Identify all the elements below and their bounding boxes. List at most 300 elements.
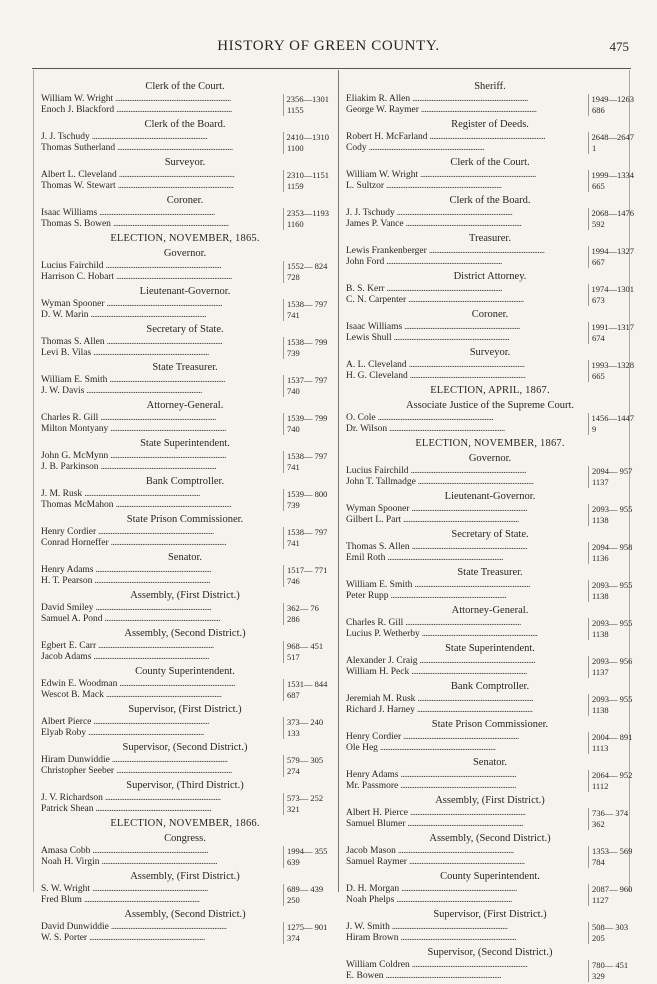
vote-count: 2068—1476: [588, 208, 635, 219]
candidate-name: William W. Wright: [41, 94, 114, 104]
office-group: [41, 627, 329, 663]
candidate-row: [346, 781, 634, 792]
leader-dots: [386, 257, 586, 268]
leader-dots: [394, 333, 586, 344]
candidate-row: [41, 527, 329, 538]
vote-count: 689— 439: [283, 884, 329, 895]
office-group: [41, 247, 329, 283]
candidate-row: [41, 272, 329, 283]
vote-count: 1138: [588, 629, 634, 640]
leader-dots: [386, 181, 586, 192]
office-group: [41, 323, 329, 359]
candidate-name: Henry Cordier: [346, 732, 402, 742]
office-group: [41, 80, 329, 116]
vote-count: 780— 451: [588, 960, 634, 971]
vote-count: 1538— 797: [283, 527, 329, 538]
office-heading: Surveyor.: [164, 157, 206, 168]
leader-dots: [409, 360, 586, 371]
office-heading: Clerk of the Court.: [450, 157, 530, 168]
header-rule: [32, 68, 631, 69]
candidate-row: [41, 804, 329, 815]
office-group: [41, 399, 329, 435]
candidate-name: Samuel A. Pond: [41, 614, 103, 624]
vote-count: 1531— 844: [283, 679, 329, 690]
candidate-name: Thomas S. Allen: [41, 337, 105, 347]
candidate-row: [41, 413, 329, 424]
office-heading: Clerk of the Board.: [449, 195, 531, 206]
candidate-row: [41, 755, 329, 766]
vote-count: 665: [588, 371, 634, 382]
office-heading: Supervisor, (Third District.): [126, 780, 244, 791]
candidate-name: Henry Adams: [346, 770, 399, 780]
leader-dots: [92, 132, 281, 143]
leader-dots: [84, 489, 281, 500]
candidate-name: Wyman Spooner: [346, 504, 410, 514]
office-heading: Attorney-General.: [451, 605, 529, 616]
candidate-row: [41, 219, 329, 230]
leader-dots: [420, 656, 587, 667]
leader-dots: [417, 705, 586, 716]
candidate-name: Samuel Blumer: [346, 819, 406, 829]
candidate-row: [346, 553, 634, 564]
candidate-name: William E. Smith: [346, 580, 413, 590]
office-group: [346, 399, 634, 435]
office-heading: County Superintendent.: [135, 666, 235, 677]
candidate-row: [346, 322, 634, 333]
office-heading: State Prison Commissioner.: [431, 719, 549, 730]
candidate-name: A. L. Cleveland: [346, 360, 407, 370]
office-group: [346, 680, 634, 716]
right-column: [346, 78, 634, 984]
vote-count: 740: [283, 386, 329, 397]
leader-dots: [117, 143, 281, 154]
vote-count: 133: [283, 728, 329, 739]
page-header: [0, 38, 657, 60]
candidate-row: [346, 371, 634, 382]
candidate-row: [41, 299, 329, 310]
leader-dots: [369, 143, 586, 154]
vote-count: 1994—1327: [588, 246, 635, 257]
vote-count: 573— 252: [283, 793, 329, 804]
leader-dots: [412, 94, 585, 105]
candidate-row: [41, 846, 329, 857]
office-group: [346, 80, 634, 116]
candidate-row: [41, 424, 329, 435]
office-group: [346, 270, 634, 306]
vote-count: 517: [283, 652, 329, 663]
vote-count: 274: [283, 766, 329, 777]
vote-count: 728: [283, 272, 329, 283]
candidate-row: [41, 652, 329, 663]
candidate-name: Lucius Fairchild: [346, 466, 409, 476]
candidate-name: John G. McMynn: [41, 451, 109, 461]
candidate-name: Thomas S. Bowen: [41, 219, 111, 229]
candidate-name: Dr. Wilson: [346, 424, 388, 434]
candidate-name: William Coldren: [346, 960, 410, 970]
candidate-row: [346, 94, 634, 105]
leader-dots: [412, 504, 586, 515]
leader-dots: [420, 170, 585, 181]
leader-dots: [89, 933, 281, 944]
candidate-row: [346, 770, 634, 781]
leader-dots: [412, 960, 586, 971]
office-heading: Assembly, (Second District.): [124, 628, 246, 639]
candidate-row: [41, 170, 329, 181]
office-group: [346, 756, 634, 792]
vote-count: 2064— 952: [588, 770, 634, 781]
office-heading: State Treasurer.: [457, 567, 523, 578]
leader-dots: [86, 386, 281, 397]
candidate-name: Fred Blum: [41, 895, 82, 905]
vote-count: 2004— 891: [588, 732, 634, 743]
leader-dots: [92, 884, 281, 895]
office-group: [41, 832, 329, 868]
vote-count: 1160: [283, 219, 329, 230]
candidate-row: [346, 413, 634, 424]
candidate-name: Henry Cordier: [41, 527, 97, 537]
vote-count: 1127: [588, 895, 634, 906]
vote-count: 2094— 957: [588, 466, 634, 477]
candidate-name: Milton Montyany: [41, 424, 109, 434]
office-group: [41, 779, 329, 815]
office-heading: Sheriff.: [474, 81, 506, 92]
candidate-row: [346, 846, 634, 857]
office-group: [346, 118, 634, 154]
candidate-name: Lucius P. Wetherby: [346, 629, 420, 639]
office-heading: Supervisor, (First District.): [433, 909, 547, 920]
vote-count: 205: [588, 933, 634, 944]
candidate-name: Harrison C. Hobart: [41, 272, 115, 282]
leader-dots: [389, 424, 586, 435]
candidate-name: Hiram Dunwiddie: [41, 755, 110, 765]
candidate-row: [41, 500, 329, 511]
candidate-row: [41, 310, 329, 321]
leader-dots: [400, 781, 586, 792]
candidate-name: James P. Vance: [346, 219, 404, 229]
leader-dots: [385, 971, 586, 982]
candidate-name: Wescot B. Mack: [41, 690, 104, 700]
office-heading: County Superintendent.: [440, 871, 540, 882]
vote-count: 746: [283, 576, 329, 587]
leader-dots: [106, 690, 281, 701]
office-heading: Supervisor, (Second District.): [122, 742, 248, 753]
leader-dots: [119, 170, 281, 181]
office-heading: Clerk of the Board.: [144, 119, 226, 130]
leader-dots: [406, 219, 586, 230]
candidate-name: Jacob Mason: [346, 846, 396, 856]
vote-count: 579— 305: [283, 755, 329, 766]
candidate-name: J. B. Parkinson: [41, 462, 99, 472]
office-group: [41, 361, 329, 397]
office-group: [346, 194, 634, 230]
candidate-row: [41, 576, 329, 587]
leader-dots: [105, 793, 281, 804]
candidate-row: [346, 743, 634, 754]
candidate-name: Lewis Shull: [346, 333, 392, 343]
candidate-name: B. S. Kerr: [346, 284, 385, 294]
vote-count: 1974—1301: [588, 284, 635, 295]
candidate-row: [41, 690, 329, 701]
vote-count: 2093— 955: [588, 694, 634, 705]
vote-count: 1353— 569: [588, 846, 634, 857]
leader-dots: [380, 743, 586, 754]
candidate-row: [346, 466, 634, 477]
candidate-name: Egbert E. Carr: [41, 641, 97, 651]
candidate-name: Jacob Adams: [41, 652, 92, 662]
office-heading: Secretary of State.: [146, 324, 224, 335]
office-group: [346, 437, 634, 450]
office-heading: Associate Justice of the Supreme Court.: [406, 400, 574, 411]
office-group: [41, 118, 329, 154]
candidate-name: Wyman Spooner: [41, 299, 105, 309]
candidate-row: [41, 375, 329, 386]
leader-dots: [403, 515, 586, 526]
candidate-name: Richard J. Harney: [346, 705, 415, 715]
candidate-name: Cody: [346, 143, 367, 153]
candidate-name: J. M. Rusk: [41, 489, 83, 499]
leader-dots: [390, 591, 586, 602]
candidate-row: [41, 348, 329, 359]
candidate-row: [41, 181, 329, 192]
candidate-row: [346, 922, 634, 933]
vote-count: 1538— 797: [283, 451, 329, 462]
vote-count: 2356—1301: [283, 94, 330, 105]
candidate-name: Christopher Seeber: [41, 766, 115, 776]
vote-count: 1537— 797: [283, 375, 329, 386]
candidate-row: [346, 208, 634, 219]
vote-count: 1456—1447: [588, 413, 635, 424]
candidate-name: Isaac Williams: [346, 322, 403, 332]
vote-count: 1993—1328: [588, 360, 635, 371]
candidate-row: [41, 261, 329, 272]
leader-dots: [96, 804, 281, 815]
leader-dots: [107, 299, 281, 310]
leader-dots: [115, 94, 280, 105]
office-group: [41, 513, 329, 549]
election-heading: ELECTION, NOVEMBER, 1867.: [415, 438, 565, 449]
candidate-name: Noah Phelps: [346, 895, 395, 905]
candidate-row: [41, 884, 329, 895]
office-group: [346, 452, 634, 488]
leader-dots: [378, 413, 586, 424]
office-group: [346, 156, 634, 192]
candidate-name: Patrick Shean: [41, 804, 94, 814]
vote-count: 639: [283, 857, 329, 868]
office-heading: Surveyor.: [469, 347, 511, 358]
candidate-name: J. J. Tschudy: [346, 208, 395, 218]
office-group: [41, 908, 329, 944]
office-heading: Assembly, (Second District.): [429, 833, 551, 844]
office-heading: Supervisor, (Second District.): [427, 947, 553, 958]
candidate-name: Elyab Roby: [41, 728, 87, 738]
vote-count: 1137: [588, 667, 634, 678]
leader-dots: [110, 451, 281, 462]
candidate-row: [41, 386, 329, 397]
vote-count: 374: [283, 933, 329, 944]
candidate-name: E. Bowen: [346, 971, 384, 981]
candidate-row: [346, 580, 634, 591]
candidate-row: [41, 538, 329, 549]
office-group: [346, 604, 634, 640]
vote-count: 1138: [588, 591, 634, 602]
candidate-row: [41, 451, 329, 462]
office-group: [346, 870, 634, 906]
leader-dots: [100, 413, 281, 424]
vote-count: 1155: [283, 105, 329, 116]
candidate-name: Ole Heg: [346, 743, 378, 753]
office-group: [346, 566, 634, 602]
candidate-name: H. G. Cleveland: [346, 371, 408, 381]
candidate-row: [346, 424, 634, 435]
candidate-name: Samuel Raymer: [346, 857, 407, 867]
page-title: HISTORY OF GREEN COUNTY.: [217, 38, 440, 54]
candidate-row: [346, 732, 634, 743]
office-group: [41, 870, 329, 906]
vote-count: 686: [588, 105, 634, 116]
office-heading: Lieutenant-Governor.: [444, 491, 536, 502]
candidate-row: [346, 295, 634, 306]
office-heading: Coroner.: [471, 309, 509, 320]
office-heading: Senator.: [167, 552, 203, 563]
vote-count: 373— 240: [283, 717, 329, 728]
candidate-row: [41, 895, 329, 906]
candidate-name: Peter Rupp: [346, 591, 389, 601]
candidate-name: W. S. Porter: [41, 933, 88, 943]
leader-dots: [118, 181, 281, 192]
candidate-row: [41, 208, 329, 219]
leader-dots: [92, 846, 281, 857]
vote-count: 1538— 797: [283, 299, 329, 310]
vote-count: 1949—1263: [588, 94, 635, 105]
candidate-row: [346, 960, 634, 971]
vote-count: 508— 303: [588, 922, 634, 933]
vote-count: 1538— 799: [283, 337, 329, 348]
leader-dots: [410, 371, 586, 382]
candidate-name: George W. Raymer: [346, 105, 419, 115]
candidate-row: [41, 105, 329, 116]
candidate-row: [346, 591, 634, 602]
vote-count: 741: [283, 462, 329, 473]
leader-dots: [410, 808, 586, 819]
vote-count: 1539— 799: [283, 413, 329, 424]
vote-count: 2353—1193: [283, 208, 329, 219]
leader-dots: [112, 755, 281, 766]
candidate-row: [346, 143, 634, 154]
left-column: [41, 78, 329, 946]
office-heading: Congress.: [164, 833, 206, 844]
leader-dots: [387, 553, 586, 564]
office-heading: Lieutenant-Governor.: [139, 286, 231, 297]
leader-dots: [387, 284, 586, 295]
leader-dots: [392, 922, 586, 933]
office-heading: Coroner.: [166, 195, 204, 206]
office-group: [41, 285, 329, 321]
candidate-row: [346, 694, 634, 705]
vote-count: 741: [283, 538, 329, 549]
candidate-name: William W. Wright: [346, 170, 419, 180]
candidate-row: [346, 895, 634, 906]
leader-dots: [430, 132, 586, 143]
vote-count: 1999—1334: [588, 170, 635, 181]
leader-dots: [401, 770, 586, 781]
candidate-name: Albert L. Cleveland: [41, 170, 117, 180]
leader-dots: [422, 629, 586, 640]
leader-dots: [84, 895, 281, 906]
candidate-name: J. J. Tschudy: [41, 132, 90, 142]
candidate-name: Lucius Fairchild: [41, 261, 104, 271]
candidate-row: [346, 477, 634, 488]
candidate-row: [41, 933, 329, 944]
vote-count: 2093— 956: [588, 656, 634, 667]
vote-count: 1552— 824: [283, 261, 329, 272]
office-heading: Governor.: [163, 248, 207, 259]
leader-dots: [407, 819, 586, 830]
leader-dots: [88, 728, 281, 739]
candidate-row: [346, 181, 634, 192]
leader-dots: [93, 348, 281, 359]
candidate-name: William E. Smith: [41, 375, 108, 385]
leader-dots: [98, 527, 281, 538]
vote-count: 362— 76: [283, 603, 329, 614]
vote-count: 1100: [283, 143, 329, 154]
office-group: [346, 384, 634, 397]
office-heading: Supervisor, (First District.): [128, 704, 242, 715]
office-heading: State Treasurer.: [152, 362, 218, 373]
leader-dots: [113, 219, 281, 230]
leader-dots: [418, 477, 586, 488]
candidate-row: [41, 143, 329, 154]
office-group: [41, 437, 329, 473]
vote-count: 2087— 960: [588, 884, 634, 895]
office-heading: Assembly, (First District.): [130, 590, 240, 601]
candidate-name: Emil Roth: [346, 553, 386, 563]
candidate-name: Lewis Frankenberger: [346, 246, 427, 256]
vote-count: 1994— 355: [283, 846, 329, 857]
vote-count: 1: [588, 143, 634, 154]
vote-count: 739: [283, 500, 329, 511]
leader-dots: [397, 208, 586, 219]
vote-count: 9: [588, 424, 634, 435]
vote-count: 687: [283, 690, 329, 701]
candidate-row: [41, 793, 329, 804]
candidate-row: [346, 542, 634, 553]
candidate-name: Mr. Passmore: [346, 781, 399, 791]
office-heading: Assembly, (First District.): [435, 795, 545, 806]
vote-count: 1136: [588, 553, 634, 564]
candidate-row: [41, 462, 329, 473]
candidate-row: [346, 884, 634, 895]
leader-dots: [119, 679, 281, 690]
candidate-row: [346, 819, 634, 830]
office-group: [346, 232, 634, 268]
leader-dots: [98, 641, 281, 652]
leader-dots: [93, 717, 281, 728]
leader-dots: [401, 884, 586, 895]
candidate-row: [41, 489, 329, 500]
leader-dots: [414, 580, 586, 591]
candidate-row: [346, 808, 634, 819]
office-group: [41, 156, 329, 192]
leader-dots: [110, 424, 281, 435]
candidate-name: Thomas W. Stewart: [41, 181, 116, 191]
candidate-name: Hiram Brown: [346, 933, 399, 943]
candidate-row: [346, 705, 634, 716]
leader-dots: [111, 538, 281, 549]
candidate-row: [346, 857, 634, 868]
leader-dots: [101, 857, 281, 868]
leader-dots: [429, 246, 586, 257]
candidate-name: Alexander J. Craig: [346, 656, 418, 666]
